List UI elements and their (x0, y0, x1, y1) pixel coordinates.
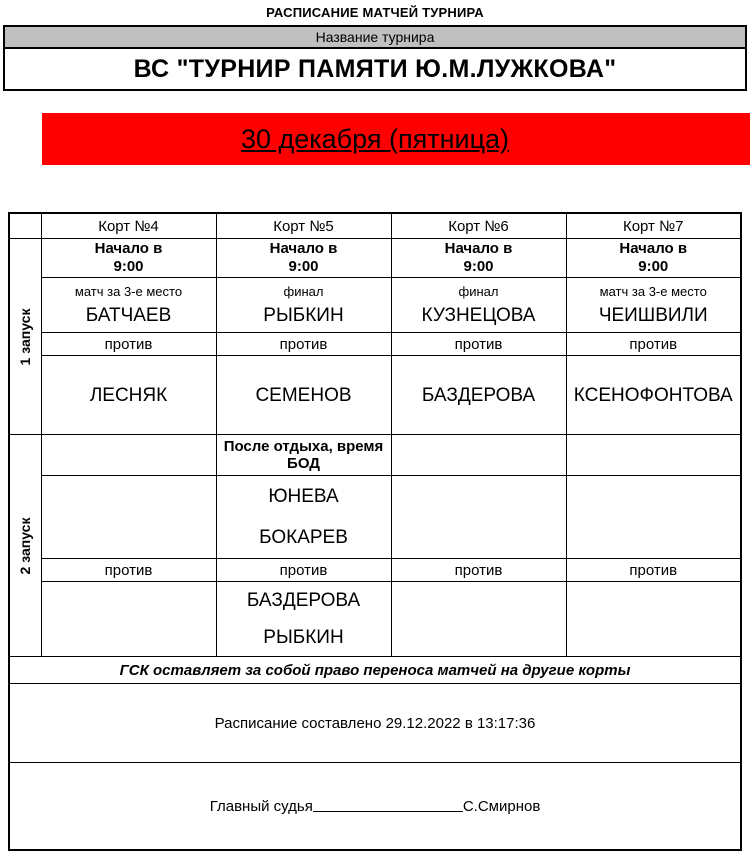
opponent-cell-b2-court4 (566, 582, 741, 657)
note-b2-court2: После отдыха, время БОД (216, 435, 391, 476)
match-cell-b2-court3 (391, 476, 566, 559)
table-header-row (9, 213, 741, 239)
launch-label-2-text: 2 запуск (17, 517, 34, 574)
player-name: ЧЕИШВИЛИ (598, 305, 708, 326)
disclaimer-text: ГСК оставляет за собой право переноса матчей на другие корты (9, 657, 741, 684)
start-time-line1: Начало в (619, 240, 688, 257)
match-kind: матч за 3-е место (599, 284, 707, 299)
match-cell-b2-court4 (566, 476, 741, 559)
block-1-versus-row (9, 333, 741, 356)
player-name: ЮНЕВА (268, 486, 339, 507)
signature-cell (9, 763, 741, 851)
tournament-name-block (3, 25, 747, 91)
opponent-cell-b1-court2 (216, 356, 391, 435)
start-time-court-1 (41, 239, 216, 278)
note-b2-court4 (566, 435, 741, 476)
launch-label-1-text: 1 запуск (17, 308, 34, 365)
corner-header-cell (9, 213, 41, 239)
opponent-cell-b2-court3 (391, 582, 566, 657)
player-name-partner: БОКАРЕВ (259, 527, 348, 548)
versus-b1-court2: против (216, 333, 391, 356)
launch-label-block-1 (9, 239, 41, 435)
match-cell-b1-court1 (41, 278, 216, 333)
date-banner-area (0, 113, 750, 165)
versus-b1-court4: против (566, 333, 741, 356)
note-b2-court3 (391, 435, 566, 476)
start-time-court-3 (391, 239, 566, 278)
opponent-cell-b2-court2 (216, 582, 391, 657)
signature-row (9, 763, 741, 851)
court-header-4: Корт №7 (566, 213, 741, 239)
judge-label: Главный судья (209, 798, 313, 815)
block-2-note-row (9, 435, 741, 476)
player-name: БАЗДЕРОВА (421, 384, 536, 406)
block-1-match-row (9, 278, 741, 333)
versus-b1-court3: против (391, 333, 566, 356)
launch-label-block-2 (9, 435, 41, 657)
start-time-court-2 (216, 239, 391, 278)
match-kind: матч за 3-е место (74, 284, 183, 299)
start-time-line1: Начало в (94, 240, 163, 257)
versus-b1-court1: против (41, 333, 216, 356)
start-time-line2: 9:00 (638, 258, 669, 275)
page-title: РАСПИСАНИЕ МАТЧЕЙ ТУРНИРА (266, 5, 484, 20)
player-name: РЫБКИН (263, 305, 344, 326)
date-banner-text: 30 декабря (пятница) (240, 124, 510, 154)
opponent-cell-b1-court3 (391, 356, 566, 435)
start-time-line2: 9:00 (288, 258, 319, 275)
compiled-row (9, 684, 741, 763)
block-2-versus-row (9, 559, 741, 582)
judge-name: С.Смирнов (462, 798, 541, 815)
start-time-court-4 (566, 239, 741, 278)
versus-b2-court2: против (216, 559, 391, 582)
match-kind: финал (283, 284, 324, 299)
opponent-cell-b1-court1 (41, 356, 216, 435)
block-2-match-row (9, 476, 741, 559)
opponent-cell-b1-court4 (566, 356, 741, 435)
start-time-line2: 9:00 (113, 258, 144, 275)
player-name: БАЗДЕРОВА (246, 590, 361, 611)
match-cell-b1-court4 (566, 278, 741, 333)
block-2-opponent-row (9, 582, 741, 657)
compiled-text: Расписание составлено 29.12.2022 в 13:17:36 (9, 684, 741, 763)
block-1-opponent-row (9, 356, 741, 435)
match-cell-b2-court2 (216, 476, 391, 559)
disclaimer-row (9, 657, 741, 684)
versus-b2-court3: против (391, 559, 566, 582)
match-cell-b1-court2 (216, 278, 391, 333)
opponent-cell-b2-court1 (41, 582, 216, 657)
schedule-table-wrapper (8, 212, 742, 851)
match-cell-b1-court3 (391, 278, 566, 333)
signature-line[interactable] (313, 797, 463, 812)
versus-b2-court1: против (41, 559, 216, 582)
player-name: КСЕНОФОНТОВА (573, 384, 733, 406)
start-time-line1: Начало в (444, 240, 513, 257)
player-name: СЕМЕНОВ (255, 384, 352, 406)
match-kind: финал (458, 284, 499, 299)
court-header-1: Корт №4 (41, 213, 216, 239)
player-name: ЛЕСНЯК (89, 384, 168, 406)
court-header-2: Корт №5 (216, 213, 391, 239)
start-time-line1: Начало в (269, 240, 338, 257)
note-b2-court1 (41, 435, 216, 476)
player-name: БАТЧАЕВ (85, 305, 172, 326)
schedule-table (8, 212, 742, 851)
versus-b2-court4: против (566, 559, 741, 582)
start-time-line2: 9:00 (463, 258, 494, 275)
player-name: КУЗНЕЦОВА (421, 305, 536, 326)
player-name-partner: РЫБКИН (263, 627, 344, 648)
start-time-row (9, 239, 741, 278)
match-cell-b2-court1 (41, 476, 216, 559)
court-header-3: Корт №6 (391, 213, 566, 239)
tournament-name-label: Название турнира (5, 27, 745, 49)
tournament-name-value: ВС "ТУРНИР ПАМЯТИ Ю.М.ЛУЖКОВА" (5, 49, 745, 91)
